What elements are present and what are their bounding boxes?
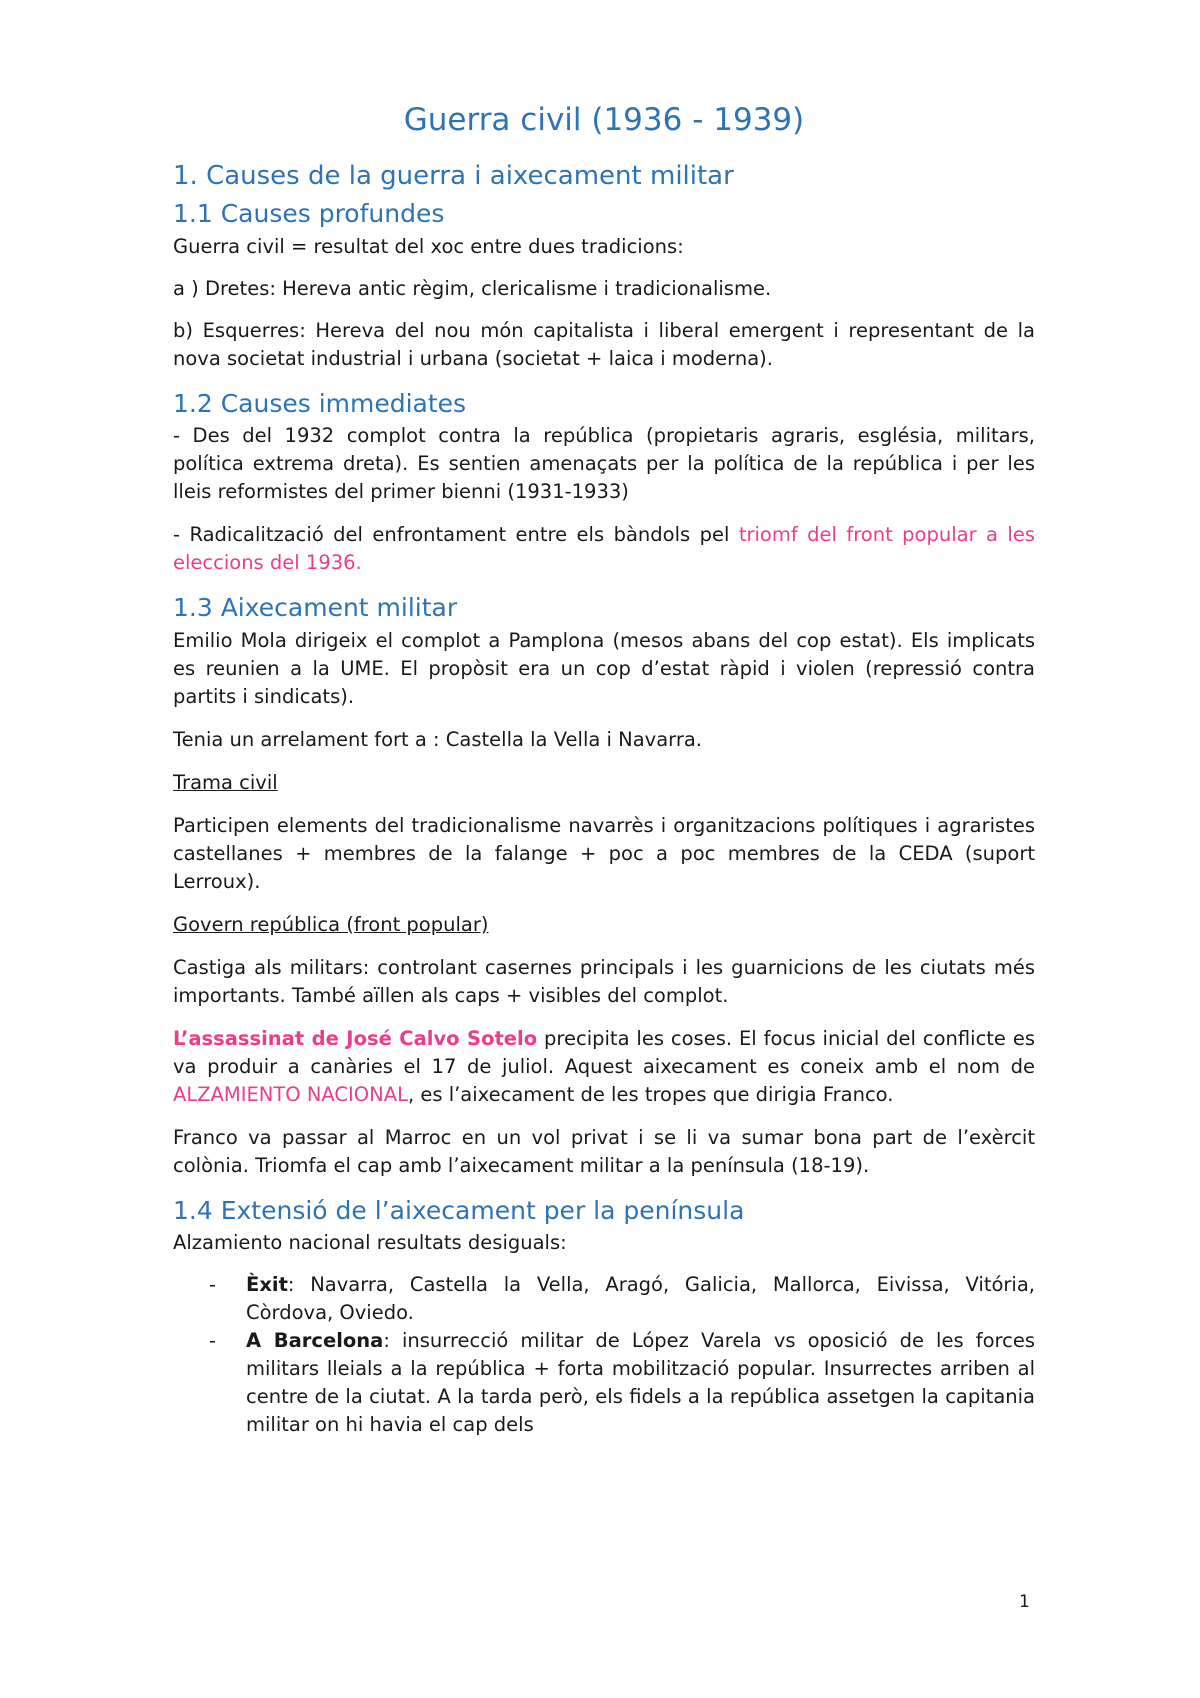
underlined-label: Trama civil: [173, 770, 278, 794]
list-item: [173, 1271, 1035, 1327]
list-item-label: Èxit: [246, 1273, 288, 1297]
paragraph: Tenia un arrelament fort a : Castella la Vella i Navarra.: [173, 727, 702, 751]
document-title: Guerra civil (1936 - 1939): [403, 102, 805, 138]
paragraph: Castiga als militars: controlant casernes principals i les guarnicions de les ciutats més importants. També aïllen als caps + visibles del complot.: [173, 955, 1035, 1007]
paragraph: Participen elements del tradicionalisme navarrès i organitzacions polítiques i agraristes castellanes + membres de la falange + poc a poc membres de la CEDA (suport Lerroux).: [173, 813, 1035, 893]
subheading-govern: [173, 911, 1035, 939]
text-run: - Radicalització del enfrontament entre els bàndols pel: [173, 523, 739, 547]
section-1-4-heading: 1.4 Extensió de l’aixecament per la península: [173, 1195, 745, 1225]
section-1-heading: 1. Causes de la guerra i aixecament militar: [173, 161, 734, 192]
section-1-1-heading: 1.1 Causes profundes: [173, 199, 445, 229]
paragraph: Alzamiento nacional resultats desiguals:: [173, 1231, 567, 1255]
paragraph: Franco va passar al Marroc en un vol privat i se li va sumar bona part de l’exèrcit colònia. Triomfa el cap amb l’aixecament militar a la península (18-19).: [173, 1125, 1035, 1177]
paragraph: b) Esquerres: Hereva del nou món capitalista i liberal emergent i representant de la nova societat industrial i urbana (societat + laica i moderna).: [173, 318, 1035, 370]
underlined-label: Govern república (front popular): [173, 912, 489, 936]
text-run: , es l’aixecament de les tropes que dirigia Franco.: [407, 1082, 894, 1106]
list-marker: -: [209, 1273, 217, 1297]
page-number: 1: [1019, 1592, 1030, 1612]
section-1-2-heading: 1.2 Causes immediates: [173, 388, 467, 418]
subheading-trama-civil: [173, 769, 1035, 797]
paragraph: [173, 1025, 1035, 1109]
section-1-3-heading: 1.3 Aixecament militar: [173, 593, 458, 623]
list-item: [173, 1327, 1035, 1439]
paragraph: Emilio Mola dirigeix el complot a Pamplona (mesos abans del cop estat). Els implicats es reunien a la UME. El propòsit era un cop d’estat ràpid i violen (repressió contra partits i sindicats).: [173, 628, 1035, 708]
paragraph: a ) Dretes: Hereva antic règim, clericalisme i tradicionalisme.: [173, 276, 772, 300]
list-item-text: : Navarra, Castella la Vella, Aragó, Galicia, Mallorca, Eivissa, Vitória, Còrdova, Oviedo.: [246, 1273, 1035, 1325]
highlighted-text: ALZAMIENTO NACIONAL: [173, 1082, 408, 1106]
highlighted-text: triomf del front popular a les eleccions del 1936.: [173, 523, 1036, 575]
paragraph: - Des del 1932 complot contra la república (propietaris agraris, església, militars, política extrema dreta). Es sentien amenaçats per la política de la república i per les lleis reformistes del primer bienni (1931-1933): [173, 424, 1035, 504]
paragraph: Guerra civil = resultat del xoc entre dues tradicions:: [173, 234, 684, 258]
text-run: precipita les coses. El focus inicial del conflicte es va produir a canàries el 17 de juliol. Aquest aixecament es coneix amb el nom de: [173, 1026, 1035, 1078]
paragraph: [173, 521, 1035, 577]
list-item-label: A Barcelona: [246, 1329, 384, 1353]
list-item-text: : insurrecció militar de López Varela vs oposició de les forces militars lleials a la república + forta mobilització popular. Insurrectes arriben al centre de la ciutat. A la tarda però, els fidels a la república assetgen la capitania militar on hi havia el cap dels: [246, 1329, 1035, 1437]
list-marker: -: [209, 1329, 217, 1353]
highlighted-text: L’assassinat de José Calvo Sotelo: [173, 1026, 538, 1050]
document-page: [173, 100, 1035, 1439]
bullet-list: [173, 1271, 1035, 1439]
